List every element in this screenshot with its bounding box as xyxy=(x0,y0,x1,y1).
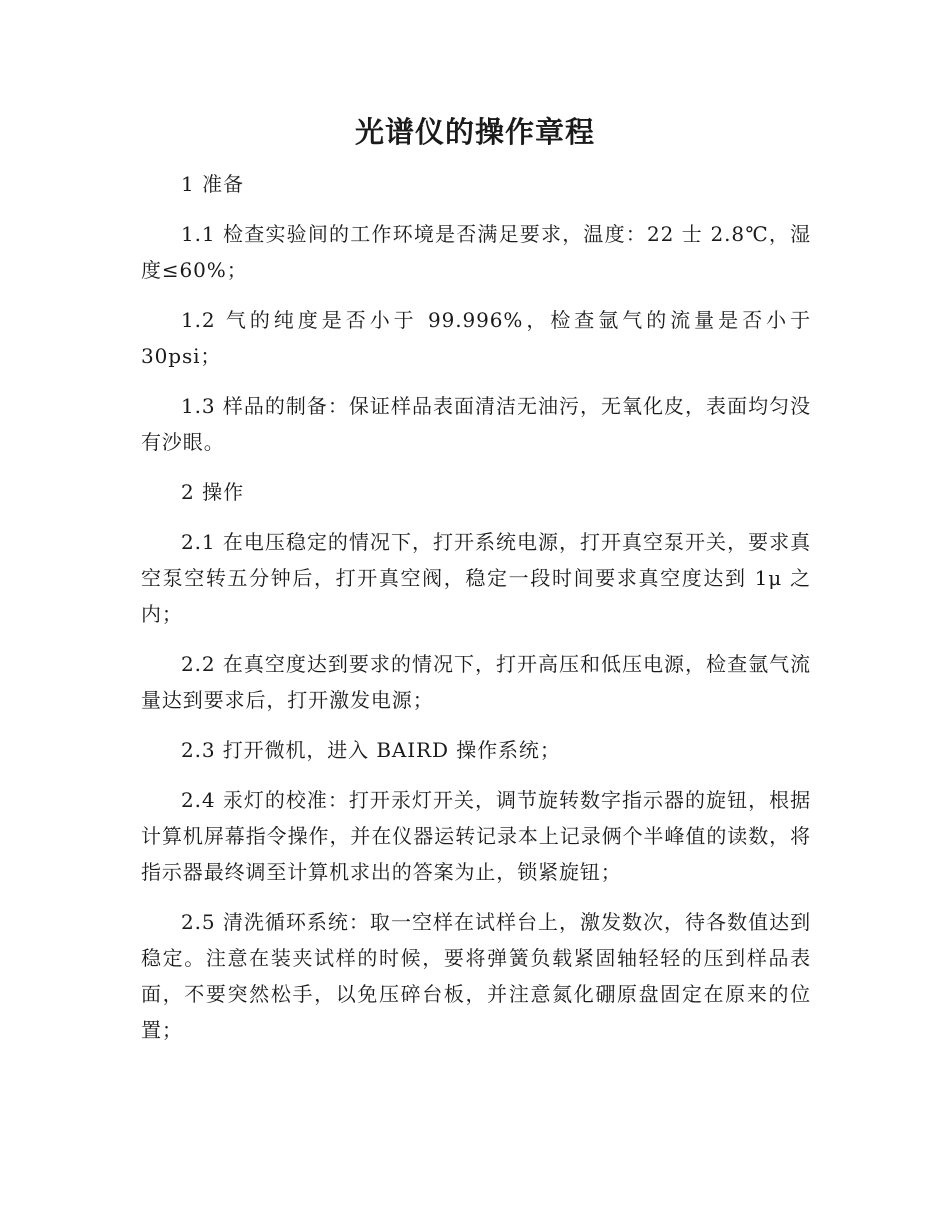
section-heading-operation: 2 操作 xyxy=(181,480,245,504)
paragraph-1-3: 1.3 样品的制备：保证样品表面清洁无油污，无氧化皮，表面均匀没有沙眼。 xyxy=(141,394,811,454)
paragraph-2-5: 2.5 清洗循环系统：取一空样在试样台上，激发数次，待各数值达到稳定。注意在装夹试样的时候，要将弹簧负载紧固轴轻轻的压到样品表面，不要突然松手，以免压碎台板，并注意氮化硼原盘固定在原来的位置； xyxy=(141,910,811,1042)
document-body xyxy=(141,166,811,1062)
paragraph-1-1: 1.1 检查实验间的工作环境是否满足要求，温度：22 士 2.8℃，湿度≤60%； xyxy=(141,222,811,282)
paragraph-2-4: 2.4 汞灯的校准：打开汞灯开关，调节旋转数字指示器的旋钮，根据计算机屏幕指令操作，并在仪器运转记录本上记录俩个半峰值的读数，将指示器最终调至计算机求出的答案为止，锁紧旋钮； xyxy=(141,788,811,884)
paragraph-2-3: 2.3 打开微机，进入 BAIRD 操作系统； xyxy=(181,738,561,762)
paragraph-1-2: 1.2 气的纯度是否小于 99.996%，检查氩气的流量是否小于 30psi； xyxy=(141,308,811,368)
paragraph-2-2: 2.2 在真空度达到要求的情况下，打开高压和低压电源，检查氩气流量达到要求后，打开激发电源； xyxy=(141,652,811,712)
document-title: 光谱仪的操作章程 xyxy=(354,115,595,149)
paragraph-2-1: 2.1 在电压稳定的情况下，打开系统电源，打开真空泵开关，要求真空泵空转五分钟后，打开真空阀，稳定一段时间要求真空度达到 1μ 之内； xyxy=(141,530,811,626)
section-heading-preparation: 1 准备 xyxy=(181,172,245,196)
